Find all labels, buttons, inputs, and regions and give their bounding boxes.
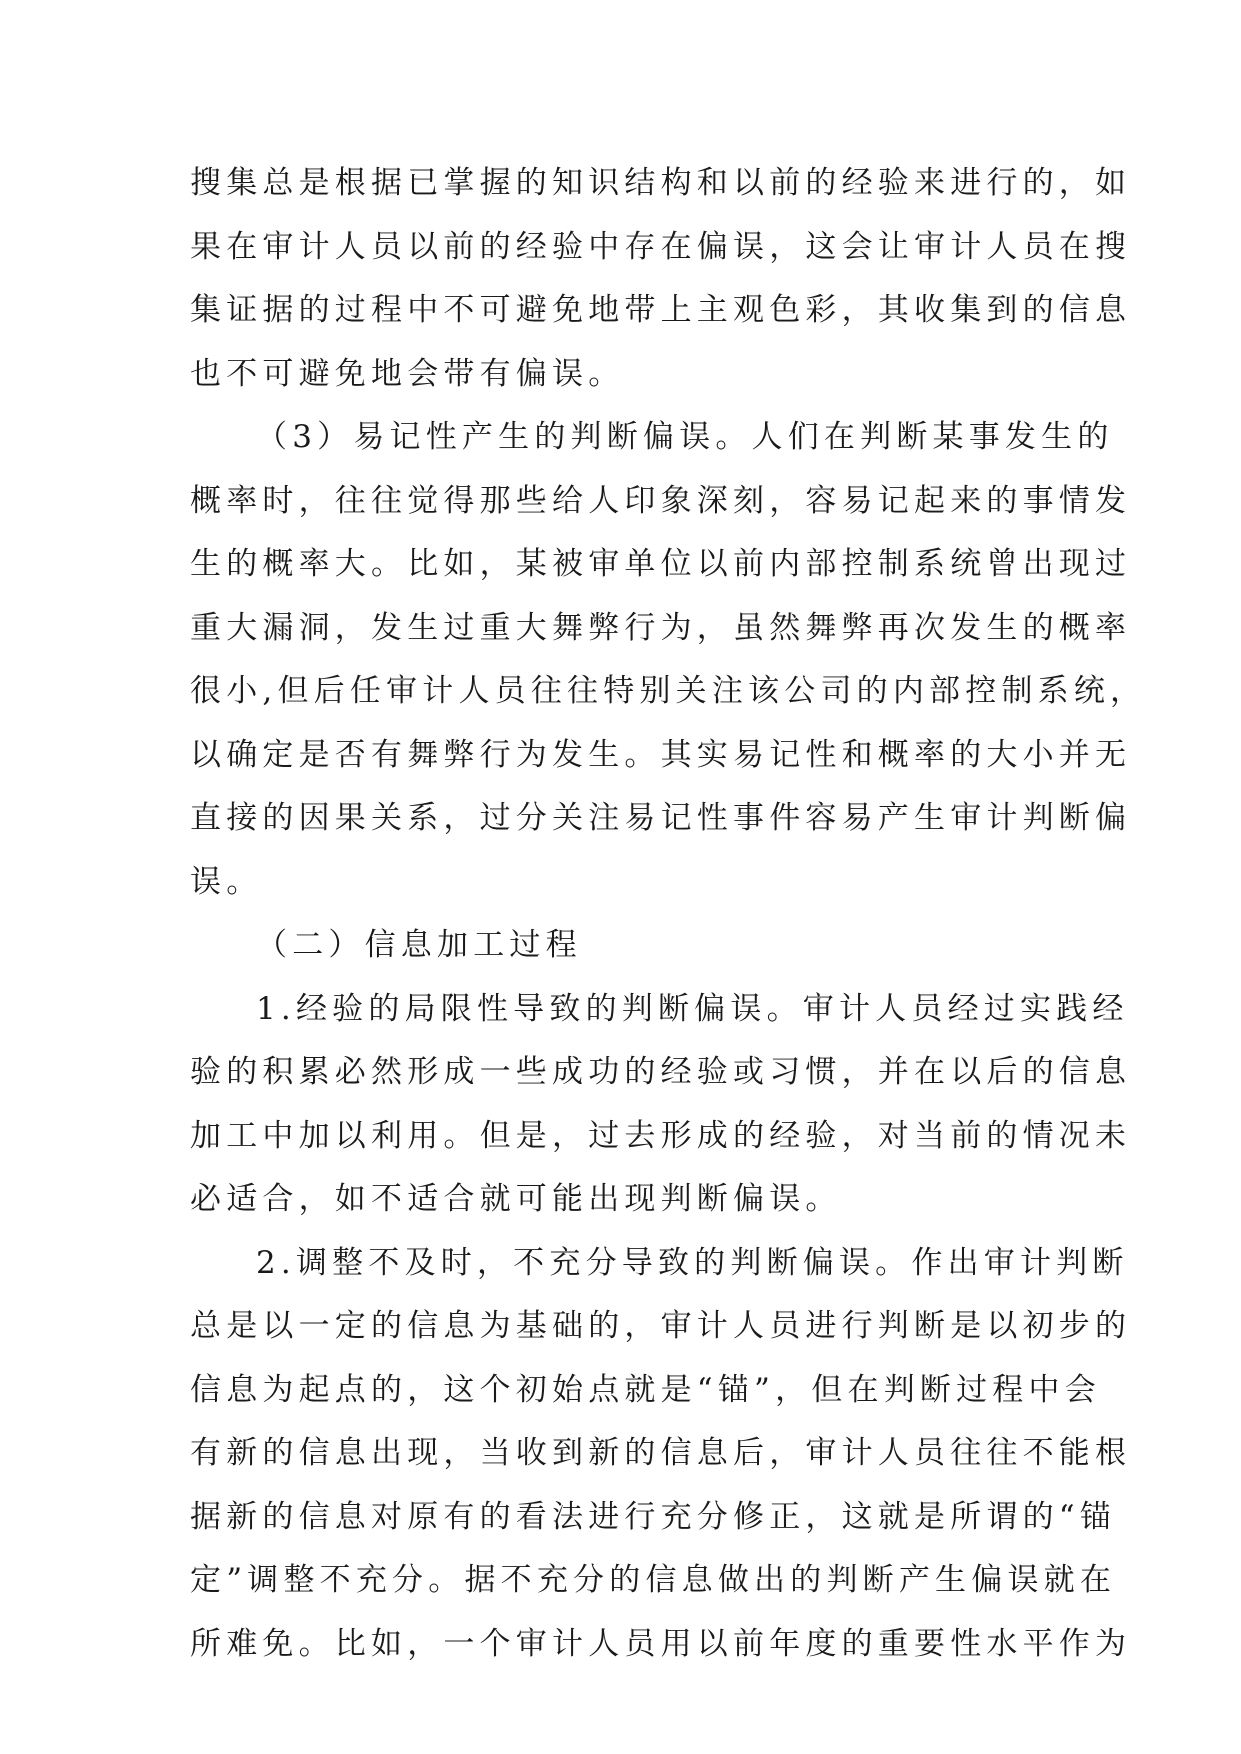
text-line: 所难免。比如，一个审计人员用以前年度的重要性水平作为 bbox=[190, 1625, 1132, 1662]
text-line: 定”调整不充分。据不充分的信息做出的判断产生偏误就在 bbox=[190, 1562, 1117, 1598]
text-line: 果在审计人员以前的经验中存在偏误，这会让审计人员在搜 bbox=[190, 228, 1132, 265]
text-line: 也不可避免地会带有偏误。 bbox=[190, 355, 625, 392]
paragraph-start-line: 1.经验的局限性导致的判断偏误。审计人员经过实践经 bbox=[256, 990, 1129, 1027]
text-line: 集证据的过程中不可避免地带上主观色彩，其收集到的信息 bbox=[190, 292, 1132, 328]
text-line: 重大漏洞，发生过重大舞弊行为，虽然舞弊再次发生的概率 bbox=[190, 609, 1132, 646]
text-line: 总是以一定的信息为基础的，审计人员进行判断是以初步的 bbox=[190, 1308, 1132, 1344]
paragraph-start-line: 2.调整不及时，不充分导致的判断偏误。作出审计判断 bbox=[256, 1244, 1129, 1281]
text-line: 信息为起点的，这个初始点就是“锚”，但在判断过程中会 bbox=[190, 1371, 1101, 1408]
paragraph-start-line: （3）易记性产生的判断偏误。人们在判断某事发生的 bbox=[256, 419, 1114, 455]
text-line: 搜集总是根据已掌握的知识结构和以前的经验来进行的，如 bbox=[190, 165, 1132, 201]
text-line: 验的积累必然形成一些成功的经验或习惯，并在以后的信息 bbox=[190, 1054, 1132, 1090]
text-line: 有新的信息出现，当收到新的信息后，审计人员往往不能根 bbox=[190, 1435, 1132, 1471]
text-line: 误。 bbox=[190, 863, 263, 900]
text-line: 据新的信息对原有的看法进行充分修正，这就是所谓的“锚 bbox=[190, 1498, 1117, 1535]
text-line: 概率时，往往觉得那些给人印象深刻，容易记起来的事情发 bbox=[190, 482, 1132, 519]
text-line: 必适合，如不适合就可能出现判断偏误。 bbox=[190, 1181, 842, 1217]
text-line: 直接的因果关系，过分关注易记性事件容易产生审计判断偏 bbox=[190, 800, 1132, 836]
text-line: 加工中加以利用。但是，过去形成的经验，对当前的情况未 bbox=[190, 1117, 1132, 1154]
body-text bbox=[190, 152, 1147, 1676]
text-line: 很小,但后任审计人员往往特别关注该公司的内部控制系统， bbox=[190, 673, 1147, 709]
text-line: 以确定是否有舞弊行为发生。其实易记性和概率的大小并无 bbox=[190, 736, 1132, 773]
text-line: 生的概率大。比如，某被审单位以前内部控制系统曾出现过 bbox=[190, 546, 1132, 582]
section-heading: （二）信息加工过程 bbox=[256, 927, 582, 963]
